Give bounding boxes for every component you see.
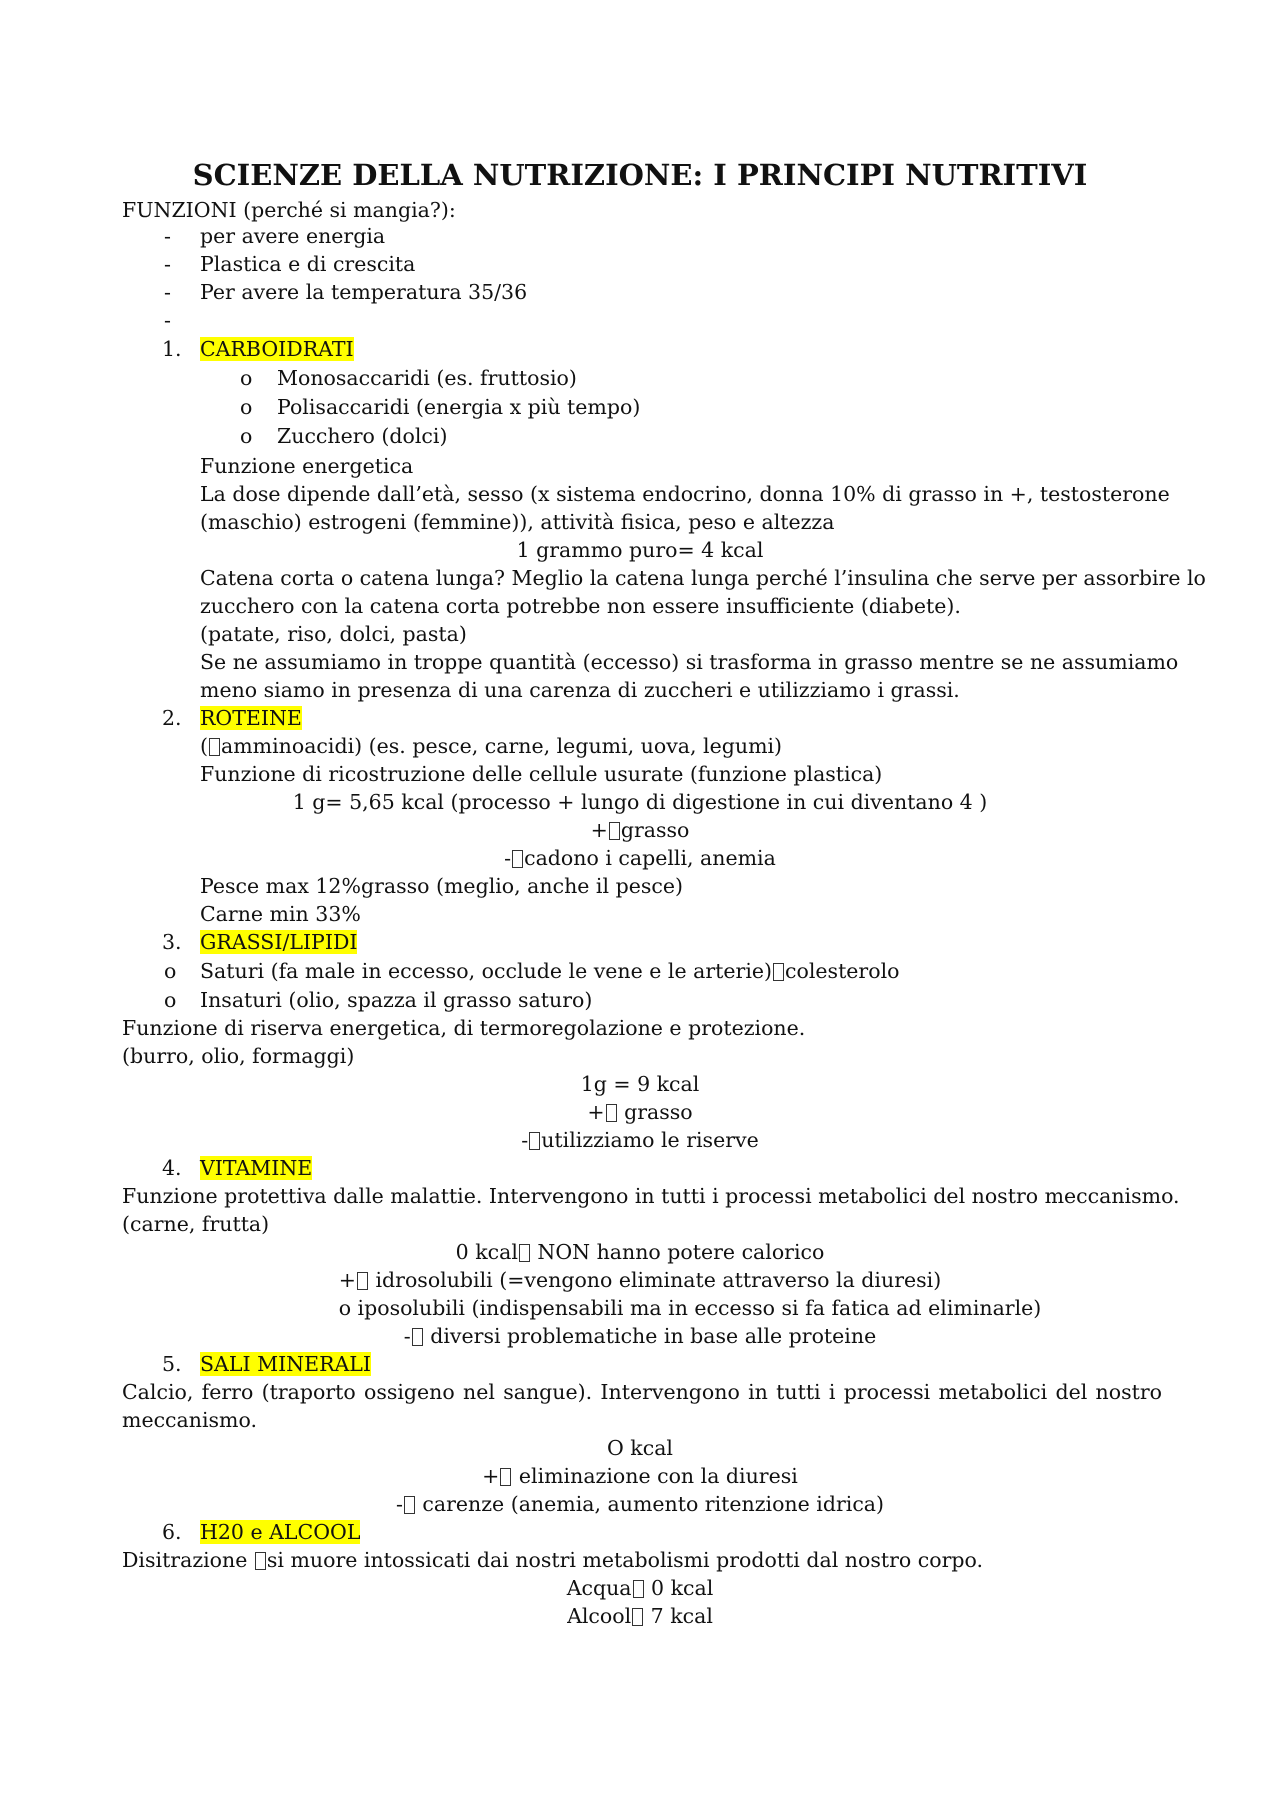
section-heading-carboidrati [200, 335, 354, 363]
list-item: Plastica e di crescita [200, 252, 416, 276]
section-heading-h20-alcool [200, 1518, 360, 1546]
paragraph-line: Funzione energetica [200, 454, 414, 478]
circle-bullet-icon: o [164, 988, 177, 1012]
section-number: 1. [162, 337, 182, 361]
paragraph-line: (carne, frutta) [122, 1212, 270, 1236]
formula-line: + grasso [590, 818, 690, 842]
arrow-icon [404, 1496, 415, 1514]
list-item: Zucchero (dolci) [277, 424, 448, 448]
section-heading-roteine [200, 704, 302, 732]
section-heading-grassi [200, 928, 357, 956]
formula-line: 1 grammo puro= 4 kcal [516, 538, 764, 562]
paragraph-line: Carne min 33% [200, 902, 361, 926]
formula-line: 0 kcal NON hanno potere calorico [455, 1240, 825, 1264]
arrow-icon [633, 1580, 644, 1598]
arrow-icon [519, 1244, 530, 1262]
arrow-icon [609, 822, 620, 840]
list-item: Saturi (fa male in eccesso, occlude le vene e le arterie) colesterolo [200, 959, 900, 983]
paragraph-line: Funzione di riserva energetica, di termoregolazione e protezione. [122, 1016, 806, 1040]
section-number: 4. [162, 1156, 182, 1180]
section-number: 3. [162, 930, 182, 954]
paragraph-line: Catena corta o catena lunga? Meglio la catena lunga perché l’insulina che serve per assorbire lo [200, 566, 1206, 590]
arrow-icon [512, 850, 523, 868]
paragraph-line: (burro, olio, formaggi) [122, 1044, 355, 1068]
section-number: 6. [162, 1520, 182, 1544]
arrow-icon [773, 963, 784, 981]
paragraph-line: zucchero con la catena corta potrebbe non essere insufficiente (diabete). [200, 594, 961, 618]
paragraph-line: Se ne assumiamo in troppe quantità (eccesso) si trasforma in grasso mentre se ne assumiamo [200, 650, 1179, 674]
arrow-icon [209, 738, 220, 756]
formula-line: - utilizziamo le riserve [521, 1128, 759, 1152]
circle-bullet-icon: o [240, 366, 253, 390]
dash-bullet-icon: - [164, 252, 171, 276]
arrow-icon [412, 1328, 423, 1346]
highlight: ROTEINE [200, 706, 302, 730]
formula-line: - cadono i capelli, anemia [504, 846, 776, 870]
circle-bullet-icon: o [164, 959, 177, 983]
formula-line: 1g = 9 kcal [580, 1072, 700, 1096]
arrow-icon [606, 1104, 617, 1122]
circle-bullet-icon: o [240, 395, 253, 419]
paragraph-line: La dose dipende dall’età, sesso (x sistema endocrino, donna 10% di grasso in +, testosterone [200, 482, 1170, 506]
list-item: per avere energia [200, 224, 386, 248]
document-title: SCIENZE DELLA NUTRIZIONE: I PRINCIPI NUTRITIVI [192, 158, 1088, 192]
dash-bullet-icon: - [164, 224, 171, 248]
list-item: Per avere la temperatura 35/36 [200, 280, 528, 304]
paragraph-line: (patate, riso, dolci, pasta) [200, 622, 467, 646]
formula-line: Acqua 0 kcal [566, 1576, 714, 1600]
paragraph-line: Funzione di ricostruzione delle cellule usurate (funzione plastica) [200, 762, 883, 786]
arrow-icon [632, 1608, 643, 1626]
formula-line: o iposolubili (indispensabili ma in eccesso si fa fatica ad eliminarle) [338, 1296, 1042, 1320]
section-heading-vitamine [200, 1154, 312, 1182]
list-item: Monosaccaridi (es. fruttosio) [277, 366, 577, 390]
paragraph-line: Disitrazione si muore intossicati dai nostri metabolismi prodotti dal nostro corpo. [122, 1548, 983, 1572]
paragraph-line: (maschio) estrogeni (femmine)), attività fisica, peso e altezza [200, 510, 835, 534]
paragraph-line: ( amminoacidi) (es. pesce, carne, legumi, uova, legumi) [200, 734, 783, 758]
paragraph-line: meccanismo. [122, 1408, 257, 1432]
arrow-icon [500, 1468, 511, 1486]
formula-line: - carenze (anemia, aumento ritenzione idrica) [395, 1492, 885, 1516]
dash-bullet-icon: - [164, 308, 171, 332]
arrow-icon [255, 1552, 266, 1570]
dash-bullet-icon: - [164, 280, 171, 304]
arrow-icon [529, 1132, 540, 1150]
formula-line: + eliminazione con la diuresi [482, 1464, 798, 1488]
section-number: 5. [162, 1352, 182, 1376]
highlight: SALI MINERALI [200, 1352, 372, 1376]
formula-line: 1 g= 5,65 kcal (processo + lungo di digestione in cui diventano 4 ) [292, 790, 988, 814]
paragraph-line: Calcio, ferro (traporto ossigeno nel sangue). Intervengono in tutti i processi metabolici del nostro [122, 1380, 1162, 1404]
formula-line: - diversi problematiche in base alle proteine [403, 1324, 877, 1348]
list-item: Insaturi (olio, spazza il grasso saturo) [200, 988, 593, 1012]
paragraph-line: Funzione protettiva dalle malattie. Intervengono in tutti i processi metabolici del nostro meccanismo. [122, 1184, 1180, 1208]
paragraph-line: Pesce max 12%grasso (meglio, anche il pesce) [200, 874, 683, 898]
section-number: 2. [162, 706, 182, 730]
highlight: GRASSI/LIPIDI [200, 930, 358, 954]
arrow-icon [357, 1272, 368, 1290]
functions-heading: FUNZIONI (perché si mangia?): [122, 198, 456, 222]
formula-line: Alcool 7 kcal [567, 1604, 713, 1628]
circle-bullet-icon: o [240, 424, 253, 448]
formula-line: + idrosolubili (=vengono eliminate attraverso la diuresi) [338, 1268, 942, 1292]
section-heading-sali-minerali [200, 1350, 371, 1378]
list-item: Polisaccaridi (energia x più tempo) [277, 395, 641, 419]
highlight: CARBOIDRATI [200, 337, 354, 361]
highlight: VITAMINE [200, 1156, 313, 1180]
formula-line: + grasso [587, 1100, 693, 1124]
paragraph-line: meno siamo in presenza di una carenza di zuccheri e utilizziamo i grassi. [200, 678, 960, 702]
highlight: H20 e ALCOOL [200, 1520, 361, 1544]
formula-line: O kcal [606, 1436, 673, 1460]
